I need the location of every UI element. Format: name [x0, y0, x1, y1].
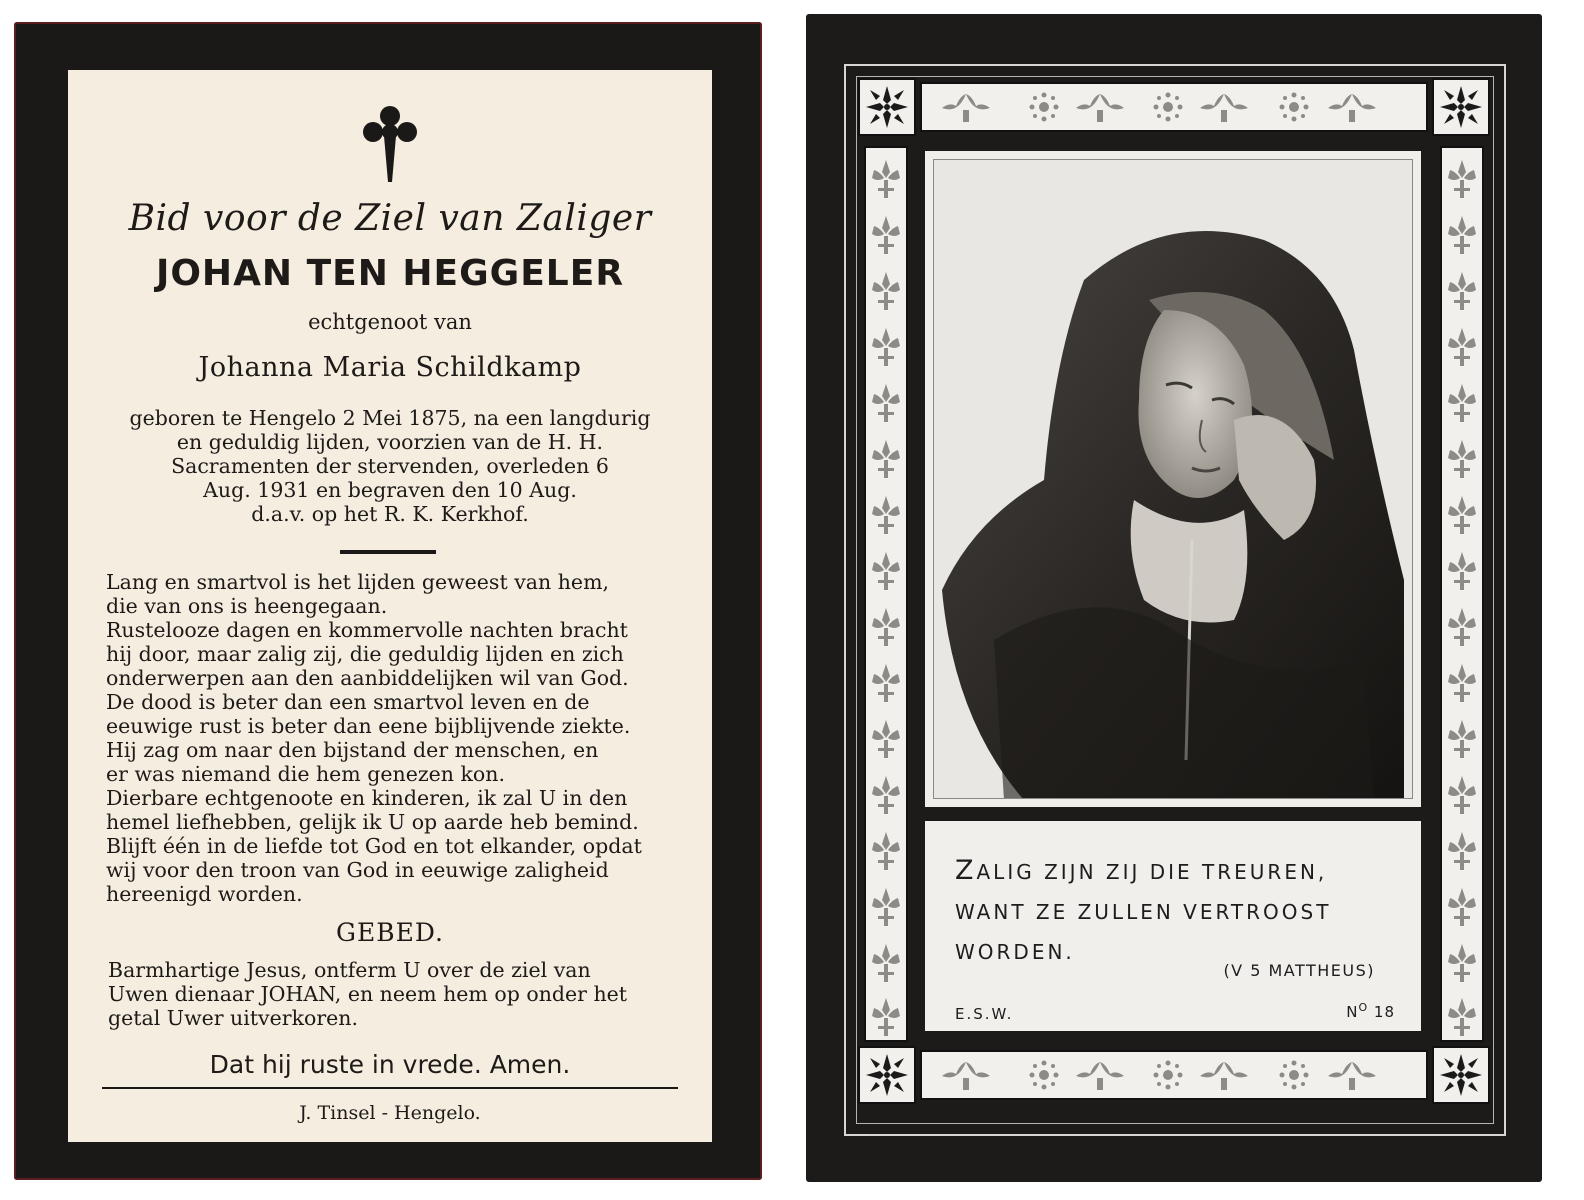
quote-line-3: WORDEN.: [955, 940, 1075, 964]
verse-line: Hij zag om naar den bijstand der menschen, en: [106, 738, 599, 762]
scripture-quote: [955, 851, 1331, 972]
prayer-text: [108, 958, 688, 1030]
verse-line: wij voor den troon van God in eeuwige zaligheid: [106, 858, 609, 882]
right-ornament-band: [1440, 146, 1484, 1042]
card-number: [1346, 1001, 1395, 1021]
verse-line: hereenigd worden.: [106, 882, 303, 906]
quote-line-1: ALIG ZIJN ZIJ DIE TREUREN,: [976, 860, 1328, 884]
bio-line: Sacramenten der stervenden, overleden 6: [171, 454, 609, 478]
verse-line: De dood is beter dan een smartvol leven en de: [106, 690, 590, 714]
scripture-reference: (V 5 MATTHEUS): [1223, 961, 1375, 980]
number-prefix: N: [1346, 1003, 1359, 1021]
verse-line: Dierbare echtgenoote en kinderen, ik zal U in den: [106, 786, 628, 810]
corner-ornament-icon: [858, 1046, 916, 1104]
corner-ornament-icon: [1432, 78, 1490, 136]
verse-line: Lang en smartvol is het lijden geweest van hem,: [106, 570, 610, 594]
spouse-name: Johanna Maria Schildkamp: [198, 352, 582, 383]
verse-line: hemel liefhebben, gelijk ik U op aarde heb bemind.: [106, 810, 639, 834]
printer-credit: J. Tinsel - Hengelo.: [299, 1102, 481, 1124]
number-sup: O: [1358, 1001, 1369, 1014]
biography: [68, 406, 712, 526]
spouse-label: echtgenoot van: [308, 310, 472, 334]
madonna-portrait: [922, 148, 1424, 810]
prayer-line: Barmhartige Jesus, ontferm U over de ziel van: [108, 958, 591, 982]
number-value: 18: [1368, 1003, 1395, 1021]
deceased-name: JOHAN TEN HEGGELER: [155, 253, 625, 294]
verse-line: Rustelooze dagen en kommervolle nachten bracht: [106, 618, 628, 642]
quote-line-2: WANT ZE ZULLEN VERTROOST: [955, 900, 1332, 924]
bio-line: geboren te Hengelo 2 Mei 1875, na een langdurig: [129, 406, 651, 430]
scripture-panel: [922, 818, 1424, 1034]
prayer-card-text-side: [14, 22, 762, 1180]
prayer-line: getal Uwer uitverkoren.: [108, 1006, 358, 1030]
corner-ornament-icon: [858, 78, 916, 136]
closing-line: Dat hij ruste in vrede. Amen.: [209, 1050, 571, 1079]
madonna-image: [933, 159, 1413, 799]
verse-line: hij door, maar zalig zij, die geduldig lijden en zich: [106, 642, 624, 666]
cross-icon: [360, 102, 420, 188]
verse-line: eeuwige rust is beter dan eene bijblijvende ziekte.: [106, 714, 631, 738]
left-ornament-band: [864, 146, 908, 1042]
verse-line: onderwerpen aan den aanbiddelijken wil van God.: [106, 666, 629, 690]
bio-line: Aug. 1931 en begraven den 10 Aug.: [203, 478, 577, 502]
prayer-title: GEBED.: [336, 918, 444, 947]
verse-line: er was niemand die hem genezen kon.: [106, 762, 505, 786]
bottom-ornament-band: [920, 1050, 1428, 1100]
prayer-line: Uwen dienaar JOHAN, en neem hem op onder het: [108, 982, 628, 1006]
verse-line: Blijft één in de liefde tot God en tot elkander, opdat: [106, 834, 642, 858]
bio-line: d.a.v. op het R. K. Kerkhof.: [251, 502, 529, 526]
verse-line: die van ons is heengegaan.: [106, 594, 388, 618]
bio-line: en geduldig lijden, voorzien van de H. H.: [176, 430, 604, 454]
publisher-mark: E.S.W.: [955, 1005, 1014, 1023]
prayer-card-image-side: [806, 14, 1542, 1182]
card-paper: [68, 70, 712, 1142]
top-ornament-band: [920, 82, 1428, 132]
divider: [340, 550, 436, 554]
verse-text: [106, 570, 686, 906]
card-heading: Bid voor de Ziel van Zaliger: [128, 198, 652, 239]
quote-initial: Z: [955, 855, 977, 886]
corner-ornament-icon: [1432, 1046, 1490, 1104]
quote-line: [955, 851, 1331, 892]
footer-rule: [102, 1087, 678, 1089]
